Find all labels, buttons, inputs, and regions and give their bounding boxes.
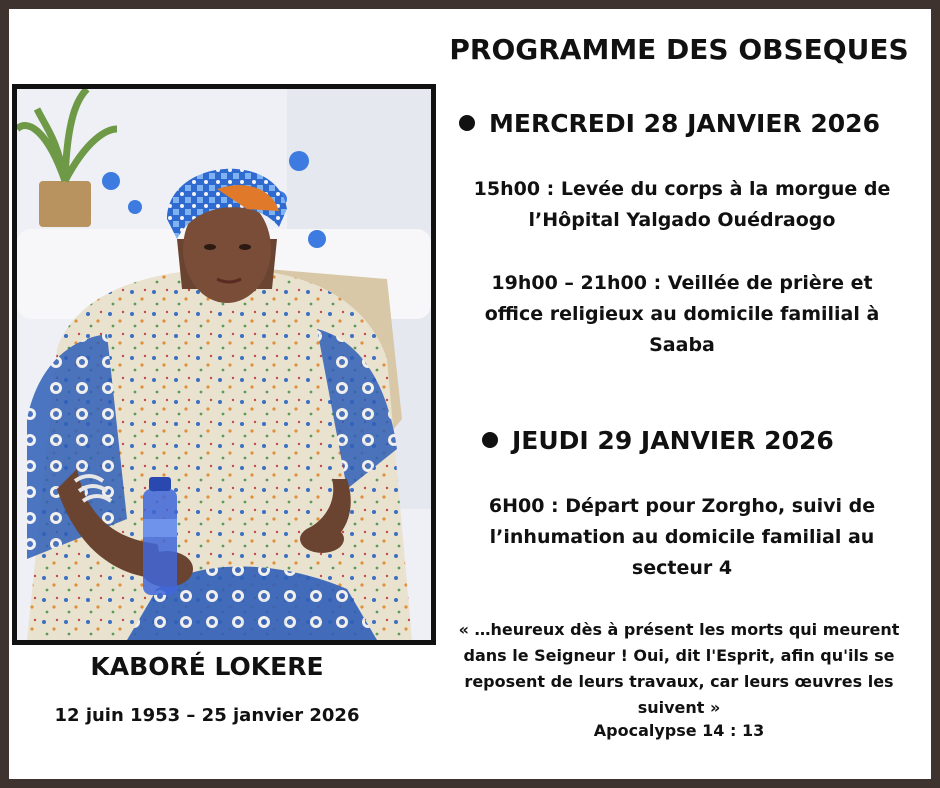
event-line: l’Hôpital Yalgado Ouédraogo <box>528 209 836 231</box>
bullet-icon <box>482 432 498 448</box>
event-prayer-vigil <box>447 268 917 361</box>
event-line: secteur 4 <box>631 557 733 579</box>
day-heading-thursday <box>482 426 834 455</box>
bullet-icon <box>459 115 475 131</box>
event-line: office religieux au domicile familial à <box>484 303 880 325</box>
deceased-dates: 12 juin 1953 – 25 janvier 2026 <box>54 705 360 726</box>
verse-reference: Apocalypse 14 : 13 <box>593 721 765 740</box>
quote-line: « …heureux dès à présent les morts qui meurent <box>458 620 900 639</box>
event-line: 15h00 : Levée du corps à la morgue de <box>473 178 891 200</box>
event-line: 19h00 – 21h00 : Veillée de prière et <box>491 272 873 294</box>
event-burial <box>447 491 917 584</box>
day-heading-wednesday <box>459 109 880 138</box>
event-line: 6H00 : Départ pour Zorgho, suivi de <box>488 495 876 517</box>
portrait-photo <box>12 84 436 645</box>
day-label: JEUDI 29 JANVIER 2026 <box>512 426 834 455</box>
day-label: MERCREDI 28 JANVIER 2026 <box>489 109 880 138</box>
event-line: l’inhumation au domicile familial au <box>489 526 875 548</box>
quote-line: suivent » <box>637 698 721 717</box>
event-line: Saaba <box>649 334 715 356</box>
quote-line: dans le Seigneur ! Oui, dit l'Esprit, afin qu'ils se <box>463 646 895 665</box>
quote-line: reposent de leurs travaux, car leurs œuvres les <box>464 672 894 691</box>
funeral-program-card <box>9 9 931 779</box>
deceased-name: KABORÉ LOKERE <box>90 652 324 681</box>
portrait-illustration <box>17 89 431 640</box>
event-body-removal <box>447 174 917 236</box>
program-title: PROGRAMME DES OBSEQUES <box>449 33 909 66</box>
bible-quote <box>434 617 924 721</box>
